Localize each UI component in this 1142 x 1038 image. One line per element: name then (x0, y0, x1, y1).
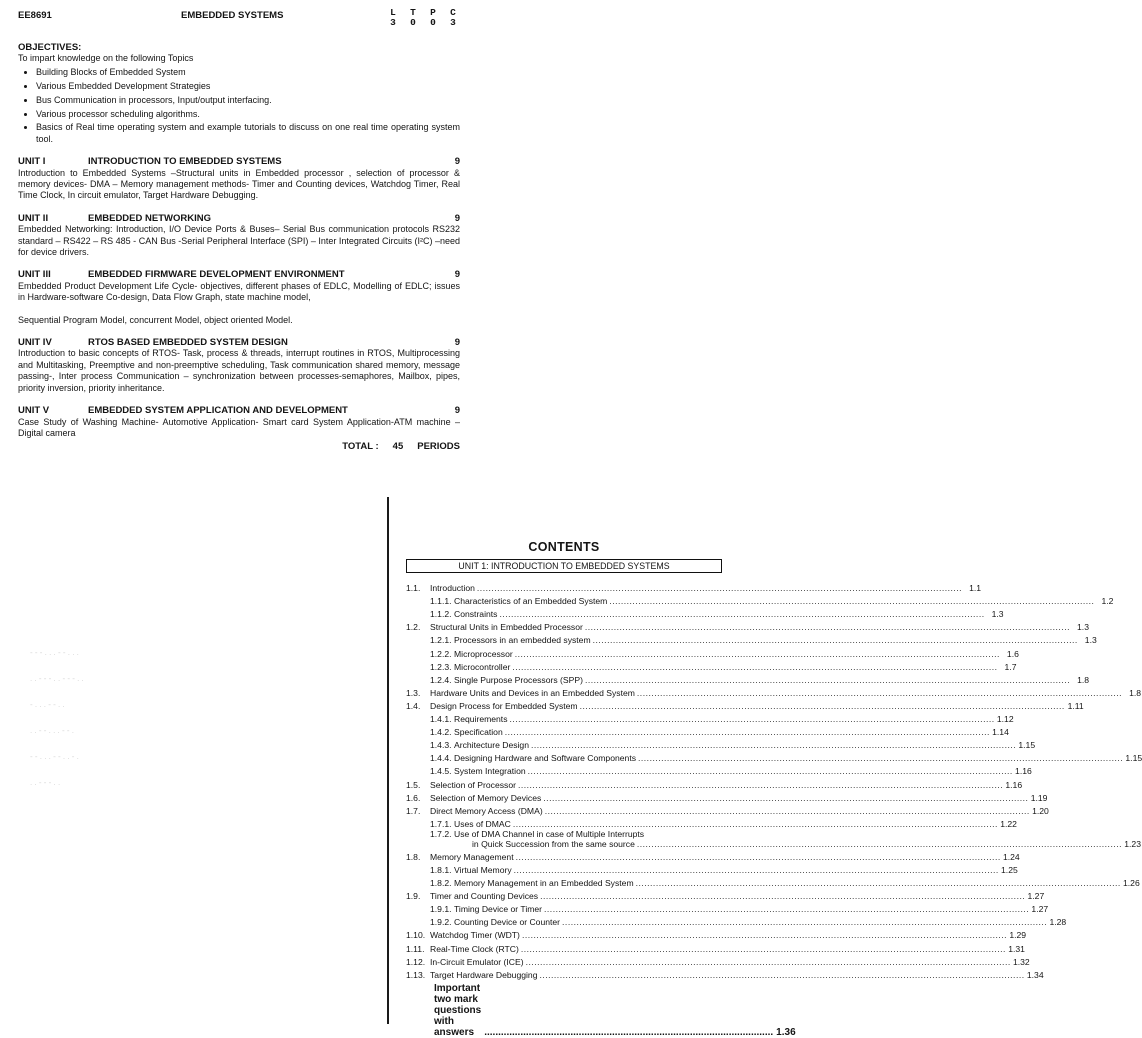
toc-entry-number: 1.2.1. (430, 635, 452, 646)
unit-hours: 9 (454, 337, 460, 349)
unit-description: Introduction to basic concepts of RTOS- Task, process & threads, interrupt routines in RTOS, Multiprocessing and Multitasking, Preemptive and non-preemptive scheduling, Task communication shared memory, message passing-, Inter process Communication – synchronization between processes-semaphores, Mailbox, pipes, priority inversion, priority inheritance. (18, 348, 460, 393)
toc-leader-dots (513, 819, 998, 829)
unit-title: RTOS BASED EMBEDDED SYSTEM DESIGN (88, 337, 288, 349)
toc-leader-dots (585, 675, 1070, 685)
unit-title: EMBEDDED FIRMWARE DEVELOPMENT ENVIRONMENT (88, 269, 345, 281)
toc-entry-page: 1.15 (1125, 753, 1142, 764)
toc-leader-dots (580, 701, 1065, 711)
toc-entry-title: Virtual Memory (454, 864, 512, 875)
toc-entry-number: 1.6. (406, 792, 421, 803)
toc-entry-number: 1.12. (406, 956, 426, 967)
toc-entry-page: 1.1 (969, 583, 982, 594)
toc-entry-number: 1.4.3. (430, 740, 452, 751)
unit-heading (18, 213, 460, 224)
toc-entry-number: 1.4.1. (430, 714, 452, 725)
toc-leader-dots (521, 944, 1006, 954)
unit-title: EMBEDDED SYSTEM APPLICATION AND DEVELOPMENT (88, 405, 348, 417)
toc-entry-page: 1.6 (1006, 648, 1019, 659)
objectives-intro: To impart knowledge on the following Topics (18, 53, 194, 64)
toc-entry-page: 1.15 (1018, 740, 1036, 751)
unit-description: Introduction to Embedded Systems –Structural units in Embedded processor , selection of processor & memory devices- DMA – Memory management methods- Timer and Counting devices, Watchdog Timer, Real Time Clock, In circuit emulator, Target Hardware Debugging. (18, 167, 460, 201)
toc-leader-dots (638, 753, 1123, 763)
toc-entry (406, 776, 1023, 790)
toc-entry-number: 1.1.2. (430, 609, 452, 620)
toc-entry-title: Memory Management in an Embedded System (454, 878, 634, 889)
toc-entry (406, 737, 1036, 751)
toc-entry (406, 901, 1049, 915)
unit-hours: 9 (454, 212, 460, 224)
unit-description: Case Study of Washing Machine- Automotive Application- Smart card System Application-ATM machine –Digital camera (18, 416, 460, 438)
toc-entry-page: 1.24 (1002, 851, 1020, 862)
toc-leader-dots (484, 1027, 773, 1038)
toc-leader-dots (499, 609, 984, 619)
ltpc-col-t (408, 8, 418, 28)
objective-item: • Basics of Real time operating system and example tutorials to discuss on one real time operating system tool. (36, 122, 460, 145)
toc-entry-title: Characteristics of an Embedded System (454, 596, 608, 607)
unit-label: UNIT IV (18, 337, 52, 349)
toc-entry (406, 849, 1020, 862)
toc-entry-title: Target Hardware Debugging (430, 969, 538, 980)
toc-entry-number: 1.9. (406, 891, 421, 902)
unit-description-continued: Sequential Program Model, concurrent Model, object oriented Model. (18, 314, 293, 325)
toc-entry-title: Counting Device or Counter (454, 917, 561, 928)
toc-leader-dots (540, 891, 1025, 901)
toc-entry-title: Architecture Design (454, 740, 529, 751)
toc-entry (406, 828, 1141, 849)
toc-entry-number: 1.5. (406, 779, 421, 790)
toc-entry-number: 1.4.2. (430, 727, 452, 738)
unit-title: EMBEDDED NETWORKING (88, 212, 211, 224)
two-mark-questions-entry (406, 982, 796, 1038)
objective-item: • Building Blocks of Embedded System (36, 67, 460, 78)
toc-leader-dots (539, 970, 1024, 980)
toc-entry-page: 1.3 (1084, 635, 1097, 646)
toc-entry (406, 580, 982, 594)
objectives-heading: OBJECTIVES: (18, 42, 82, 53)
toc-entry-page: 1.34 (1026, 969, 1044, 980)
toc-entry-title: Selection of Processor (430, 779, 516, 790)
toc-entry-page: 1.26 (1123, 878, 1140, 889)
toc-entry (406, 606, 1004, 620)
toc-entry-page: 1.11 (1067, 700, 1084, 711)
toc-entry (406, 862, 1018, 875)
contents-title: CONTENTS (528, 540, 600, 554)
unit-block (18, 269, 460, 326)
course-code: EE8691 (18, 10, 52, 21)
toc-entry (406, 645, 1019, 659)
toc-entry-page: 1.7 (1004, 661, 1017, 672)
toc-entry-title: System Integration (454, 766, 526, 777)
toc-entry (406, 967, 1044, 980)
toc-entry (406, 685, 1142, 698)
contents-section (406, 540, 1142, 1038)
unit-label: UNIT II (18, 212, 49, 224)
toc-entry (406, 803, 1049, 816)
toc-entry-page: 1.19 (1030, 792, 1048, 803)
scan-show-through: - - - . . . - - . . . . . - - - . . - - - . . - . . . - - . . . . - - . . . - - . - - . . . - - . . - . . . - - - . . (30, 648, 84, 787)
toc-entry-title: Use of DMA Channel in case of Multiple Interrupts (454, 828, 645, 839)
ltpc-table (388, 8, 458, 28)
total-value: 45 (392, 441, 404, 453)
toc-entry (406, 954, 1030, 967)
toc-entry-page: 1.28 (1049, 917, 1067, 928)
unit-block (18, 405, 460, 439)
two-mark-questions-text: Important two mark questions with answers (434, 982, 482, 1038)
toc-leader-dots (518, 780, 1003, 790)
total-label: TOTAL : (342, 441, 379, 453)
toc-entry-page: 1.8 (1129, 687, 1142, 698)
ltpc-label: L (390, 7, 396, 18)
toc-entry-page: 1.27 (1031, 904, 1049, 915)
toc-entry-number: 1.8.1. (430, 864, 452, 875)
toc-entry (406, 763, 1032, 777)
course-title: EMBEDDED SYSTEMS (181, 10, 284, 21)
toc-entry-number: 1.9.2. (430, 917, 452, 928)
toc-entry (406, 672, 1090, 685)
toc-entry-page: 1.29 (1009, 930, 1027, 941)
toc-entry-title: Selection of Memory Devices (430, 792, 542, 803)
toc-entry-page: 1.2 (1101, 596, 1114, 607)
toc-entry-page: 1.23 (1124, 838, 1141, 849)
ltpc-label: C (450, 7, 456, 18)
unit-label: UNIT V (18, 405, 50, 417)
page-divider-line (387, 497, 389, 1024)
toc-entry-title: In-Circuit Emulator (ICE) (430, 956, 524, 967)
unit-block (18, 213, 460, 259)
toc-entry-page: 1.3 (991, 609, 1004, 620)
toc-entry-page: 1.27 (1027, 891, 1045, 902)
toc-entry-title: Introduction (430, 583, 475, 594)
ltpc-col-c (448, 8, 458, 28)
toc-entry-number: 1.7.2. (430, 828, 452, 839)
ltpc-label: P (430, 7, 436, 18)
toc-leader-dots (545, 806, 1030, 816)
toc-entry-number: 1.8. (406, 851, 421, 862)
toc-leader-dots (528, 766, 1013, 776)
toc-leader-dots (526, 957, 1011, 967)
unit-hours: 9 (454, 269, 460, 281)
objective-item: • Various Embedded Development Strategies (36, 81, 460, 92)
total-periods (18, 441, 460, 452)
toc-entry-number: 1.4.5. (430, 766, 452, 777)
unit-label: UNIT I (18, 156, 46, 168)
toc-entry-page: 1.3 (1077, 622, 1089, 633)
toc-entry-number: 1.10. (406, 930, 426, 941)
unit-heading (18, 337, 460, 348)
toc-entry-title: Watchdog Timer (WDT) (430, 930, 520, 941)
toc-entry-title: Design Process for Embedded System (430, 700, 578, 711)
unit-block (18, 156, 460, 202)
toc-leader-dots (637, 688, 1122, 698)
toc-entry (406, 593, 1114, 607)
toc-entry-page: 1.22 (1000, 818, 1017, 829)
toc-entry-number: 1.2. (406, 622, 421, 633)
toc-entry (406, 750, 1142, 764)
ltpc-label: T (410, 7, 416, 18)
toc-entry-number: 1.2.4. (430, 674, 452, 685)
ltpc-value: 3 (390, 17, 396, 28)
toc-leader-dots (512, 662, 997, 672)
toc-entry-page: 1.32 (1012, 956, 1030, 967)
toc-entry-page: 1.20 (1032, 805, 1049, 816)
toc-entry-title-continued: in Quick Succession from the same source (472, 838, 635, 849)
toc-entry (406, 619, 1089, 633)
total-unit: PERIODS (417, 441, 460, 453)
toc-leader-dots (514, 865, 999, 875)
toc-leader-dots (516, 852, 1001, 862)
toc-entry-page: 1.16 (1015, 766, 1032, 777)
toc-leader-dots (609, 596, 1094, 606)
toc-entry-title: Real-Time Clock (RTC) (430, 943, 519, 954)
toc-entry-title: Timing Device or Timer (454, 904, 543, 915)
toc-entry-number: 1.7. (406, 805, 421, 816)
toc-entry-number: 1.1.1. (430, 596, 452, 607)
toc-leader-dots (515, 649, 1000, 659)
toc-entry-title: Microcontroller (454, 661, 511, 672)
toc-entry-number: 1.3. (406, 687, 421, 698)
toc-leader-dots (522, 930, 1007, 940)
toc-entry (406, 659, 1017, 672)
objective-item: • Bus Communication in processors, Input/output interfacing. (36, 95, 460, 106)
ltpc-col-p (428, 8, 438, 28)
ltpc-col-l (388, 8, 398, 28)
toc-entry-number: 1.8.2. (430, 878, 452, 889)
ltpc-value: 0 (430, 17, 436, 28)
toc-entry-number: 1.11. (406, 943, 425, 954)
toc-entry (406, 724, 1009, 738)
toc-entry (406, 632, 1097, 646)
toc-entry (406, 940, 1025, 954)
toc-leader-dots (543, 793, 1028, 803)
unit-heading (18, 405, 460, 416)
toc-entry-title: Requirements (454, 714, 508, 725)
unit-label: UNIT III (18, 269, 51, 281)
toc-entry-title: Specification (454, 727, 503, 738)
toc-leader-dots (593, 635, 1078, 645)
toc-entry (406, 816, 1017, 829)
toc-leader-dots (510, 714, 995, 724)
toc-leader-dots (637, 839, 1122, 849)
objective-item: • Various processor scheduling algorithms. (36, 109, 460, 120)
toc-entry-title: Designing Hardware and Software Components (454, 753, 637, 764)
ltpc-value: 0 (410, 17, 416, 28)
toc-leader-dots (505, 727, 990, 737)
toc-entry (406, 914, 1067, 928)
toc-entry-number: 1.4.4. (430, 753, 452, 764)
toc-entry-number: 1.9.1. (430, 904, 452, 915)
toc-entry-title: Direct Memory Access (DMA) (430, 805, 543, 816)
toc-entry-title: Constraints (454, 609, 498, 620)
toc-entry-title: Memory Management (430, 851, 514, 862)
toc-list (406, 580, 1142, 980)
toc-entry-page: 1.8 (1077, 674, 1090, 685)
toc-entry-number: 1.4. (406, 700, 421, 711)
toc-entry-title: Microprocessor (454, 648, 513, 659)
unit-description: Embedded Product Development Life Cycle- objectives, different phases of EDLC, Modelling of EDLC; issues in Hardware-software Co-design, Data Flow Graph, state machine model, (18, 280, 460, 303)
toc-entry-page: 1.14 (992, 727, 1009, 738)
toc-entry-page: 1.25 (1001, 864, 1018, 875)
toc-entry-title: Structural Units in Embedded Processor (430, 622, 583, 633)
syllabus-section (18, 8, 460, 453)
unit-heading (18, 156, 460, 167)
toc-entry-page: 1.31 (1008, 943, 1025, 954)
objectives-list (18, 67, 460, 145)
unit-hours: 9 (454, 156, 460, 168)
unit-description: Embedded Networking: Introduction, I/O Device Ports & Buses– Serial Bus communication protocols RS232 standard – RS422 – RS 485 - CAN Bus -Serial Peripheral Interface (SPI) – Inter Integrated Circuits (I²C) –need for device drivers. (18, 224, 460, 258)
toc-entry-number: 1.2.3. (430, 661, 452, 672)
toc-entry (406, 698, 1084, 711)
toc-entry-title: Hardware Units and Devices in an Embedded System (430, 687, 635, 698)
toc-entry-title: Processors in an embedded system (454, 635, 591, 646)
toc-entry-page: 1.12 (996, 714, 1014, 725)
two-mark-questions-page: 1.36 (776, 1026, 796, 1038)
toc-entry-number: 1.2.2. (430, 648, 452, 659)
toc-entry-title: Single Purpose Processors (SPP) (454, 674, 583, 685)
toc-entry (406, 711, 1014, 725)
toc-leader-dots (531, 740, 1016, 750)
toc-entry-number: 1.7.1. (430, 818, 452, 829)
toc-entry-title: Timer and Counting Devices (430, 891, 539, 902)
toc-entry-number: 1.13. (406, 969, 426, 980)
ltpc-value: 3 (450, 17, 456, 28)
unit-title: INTRODUCTION TO EMBEDDED SYSTEMS (88, 156, 282, 168)
toc-entry (406, 875, 1140, 889)
toc-leader-dots (585, 622, 1070, 632)
toc-entry-title: Uses of DMAC (454, 818, 511, 829)
toc-leader-dots (636, 878, 1121, 888)
toc-entry (406, 790, 1048, 803)
unit-hours: 9 (454, 405, 460, 417)
contents-unit-heading: UNIT 1: INTRODUCTION TO EMBEDDED SYSTEMS (406, 559, 722, 573)
toc-leader-dots (477, 583, 962, 593)
unit-heading (18, 269, 460, 280)
unit-block (18, 337, 460, 394)
toc-entry-number: 1.1. (406, 583, 421, 594)
syllabus-header (18, 8, 460, 32)
toc-entry (406, 888, 1045, 902)
toc-leader-dots (562, 917, 1047, 927)
toc-leader-dots (544, 904, 1029, 914)
toc-entry (406, 927, 1027, 941)
toc-entry-page: 1.16 (1005, 779, 1023, 790)
